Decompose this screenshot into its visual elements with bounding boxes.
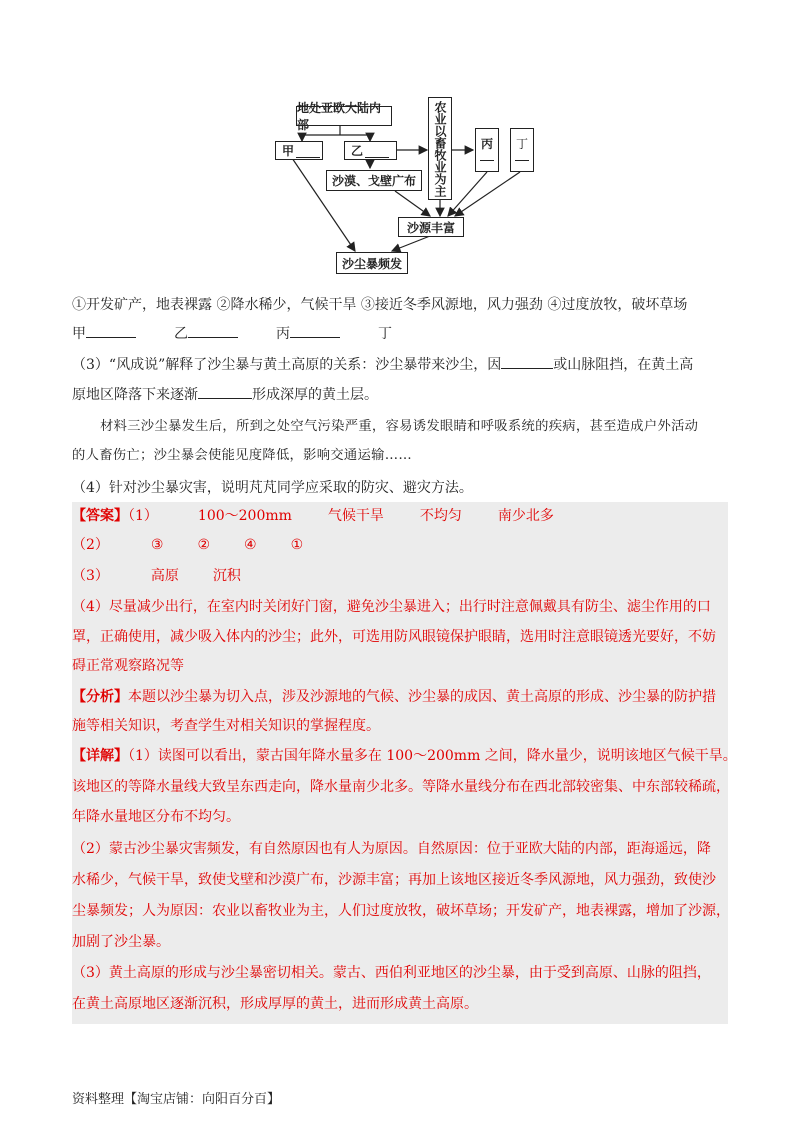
fill-blank-yi [188, 323, 238, 338]
box-desert-label: 沙漠、戈壁广布 [331, 174, 416, 188]
diagram-arrows [0, 0, 800, 285]
detail-tag: 【详解】 [72, 748, 128, 764]
answer-3-item-1: 高原 [150, 568, 179, 584]
flow-diagram [0, 0, 800, 285]
answer-line-3 [72, 566, 241, 586]
box-sandstorm-label: 沙尘暴频发 [341, 256, 402, 271]
detail-p2-line-2: 水稀少，气候干旱，致使戈壁和沙漠广布，沙源丰富；再加上该地区接近冬季风源地，风力强劲，致使沙 [72, 872, 716, 888]
box-yi-label: 乙 [351, 144, 364, 158]
box-sand-source [398, 217, 464, 237]
box-bing-label: 丙 [480, 137, 493, 151]
box-jia [275, 141, 323, 160]
answer-1-num: （1） [128, 508, 158, 524]
answer-3-item-2: 沉积 [212, 568, 241, 584]
fill-blank-line [72, 323, 392, 344]
q3-text-3: 原地区降落下来逐渐 [72, 387, 198, 403]
fill-label-jia: 甲 [72, 326, 86, 342]
answer-1-value: 100～200mm [197, 508, 292, 524]
box-yi [344, 141, 397, 160]
answer-4-line-2: 罩，正确使用，减少吸入体内的沙尘；此外，可选用防风眼镜保护眼睛，选用时注意眼镜透光要好，不妨 [72, 629, 716, 645]
box-ding [510, 128, 534, 172]
box-jia-label: 甲 [282, 144, 295, 158]
answer-1-climate: 气候干旱 [327, 508, 384, 524]
blank-yi [365, 143, 389, 158]
answer-1-trend: 南少北多 [497, 508, 554, 524]
q3-line1 [72, 354, 693, 375]
answer-2-item-3: ④ [244, 537, 257, 553]
answer-line-1 [72, 506, 554, 526]
answer-tag: 【答案】 [72, 508, 128, 524]
box-agriculture-label: 农业以畜牧业为主 [433, 100, 447, 197]
box-ding-label: 丁 [515, 137, 528, 151]
answer-2-item-1: ③ [150, 537, 164, 553]
q3-line2 [72, 384, 378, 405]
box-bing [475, 128, 499, 172]
detail-p2-line-3: 尘暴频发；人为原因：农业以畜牧业为主，人们过度放牧，破坏草场；开发矿产，地表裸露，增加了沙源， [72, 903, 730, 919]
box-sand-source-label: 沙源丰富 [406, 220, 455, 235]
detail-p1-line-3: 年降水量地区分布不均匀。 [72, 809, 240, 825]
blank-ding [515, 160, 529, 161]
detail-p3-line-2: 在黄土高原地区逐渐沉积，形成厚厚的黄土，进而形成黄土高原。 [72, 996, 478, 1012]
answer-1-distribution: 不均匀 [419, 508, 462, 524]
answer-2-item-2: ② [197, 537, 211, 553]
options-line: ①开发矿产，地表裸露 ②降水稀少，气候干旱 ③接近冬季风源地，风力强劲 ④过度放牧，破坏草场 [72, 297, 688, 313]
analysis-text-1: 本题以沙尘暴为切入点，涉及沙源地的气候、沙尘暴的成因、黄土高原的形成、沙尘暴的防护措 [128, 689, 716, 705]
box-desert [326, 170, 422, 191]
q3-text-4: 形成深厚的黄土层。 [252, 387, 378, 403]
answer-2-num: （2） [72, 537, 109, 553]
blank-jia [296, 143, 320, 158]
answer-3-num: （3） [72, 568, 109, 584]
answer-2-item-4: ① [290, 537, 304, 553]
blank-bing [480, 160, 494, 161]
material-line2: 的人畜伤亡；沙尘暴会使能见度降低，影响交通运输…… [72, 448, 412, 463]
fill-label-ding: 丁 [378, 326, 392, 342]
q3-blank-2 [198, 384, 252, 399]
detail-p2-line-1: （2）蒙古沙尘暴灾害频发，有自然原因也有人为原因。自然原因：位于亚欧大陆的内部，距海遥远，降 [72, 841, 711, 857]
fill-blank-jia [86, 323, 136, 338]
analysis-tag: 【分析】 [72, 689, 128, 705]
analysis-line-1 [72, 687, 716, 707]
fill-label-yi: 乙 [174, 326, 188, 342]
box-sandstorm [336, 252, 408, 274]
detail-p1-text-1: （1）读图可以看出，蒙古国年降水量多在 100～200mm 之间，降水量少，说明该地区气候干旱。 [128, 748, 737, 764]
q3-blank-1 [501, 354, 553, 369]
detail-p1-line-2: 该地区的等降水量线大致呈东西走向，降水量南少北多。等降水量线分布在西北部较密集、中东部较稀疏， [72, 779, 730, 795]
fill-blank-bing [290, 323, 340, 338]
detail-p2-line-4: 加剧了沙尘暴。 [72, 934, 170, 950]
q3-text-1: （3）“风成说”解释了沙尘暴与黄土高原的关系：沙尘暴带来沙尘，因 [72, 357, 502, 373]
q3-text-2: 或山脉阻挡，在黄土高 [553, 357, 694, 373]
answer-4-line-1: （4）尽量减少出行，在室内时关闭好门窗，避免沙尘暴进入；出行时注意佩戴具有防尘、滤尘作用的口 [72, 599, 711, 615]
detail-line-1 [72, 746, 737, 766]
box-agriculture [428, 97, 452, 200]
box-inland-label: 地处亚欧大陆内部 [297, 101, 382, 132]
answer-4-line-3: 碍正常观察路况等 [72, 658, 184, 674]
analysis-line-2: 施等相关知识，考查学生对相关知识的掌握程度。 [72, 718, 380, 734]
material-line1: 材料三沙尘暴发生后，所到之处空气污染严重，容易诱发眼睛和呼吸系统的疾病，甚至造成户外活动 [100, 419, 699, 434]
fill-label-bing: 丙 [276, 326, 290, 342]
detail-p3-line-1: （3）黄土高原的形成与沙尘暴密切相关。蒙古、西伯利亚地区的沙尘暴，由于受到高原、山脉的阻挡， [72, 965, 711, 981]
answer-line-2 [72, 535, 303, 555]
page-footer: 资料整理【淘宝店铺：向阳百分百】 [72, 1092, 281, 1107]
box-inland [296, 101, 392, 132]
q4-line: （4）针对沙尘暴灾害，说明芃芃同学应采取的防灾、避灾方法。 [72, 480, 473, 496]
